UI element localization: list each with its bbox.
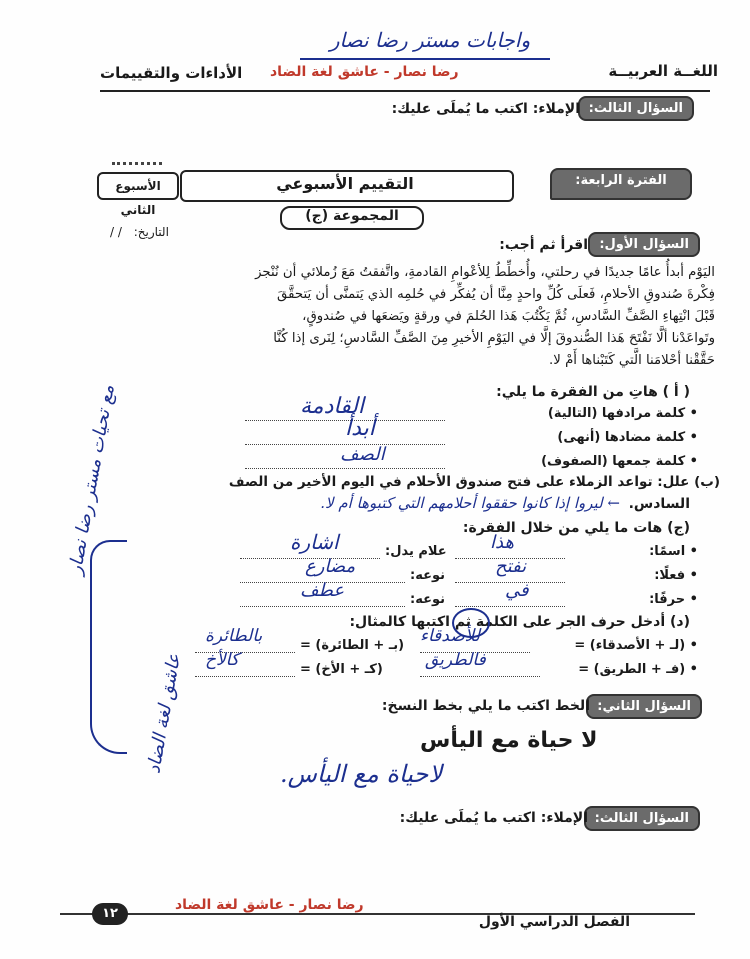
bullet-dot: • xyxy=(685,592,698,607)
row1-left-answer: بالطائرة xyxy=(205,626,263,646)
bullet-dot: • xyxy=(685,454,698,469)
part-b-question-end: السادس. xyxy=(628,496,690,512)
bullet-dot: • xyxy=(685,544,698,559)
handwritten-underline xyxy=(300,58,550,61)
part-c-verb-row: • فعلًا: xyxy=(654,568,698,583)
part-a-answer: أبدأ xyxy=(345,416,375,441)
part-d-row1-left: (بـ + الطائرة) = xyxy=(300,638,405,653)
part-d-title: (د) أدخل حرف الجر على الكلمة ثم اكتبها كالمثال: xyxy=(349,614,690,630)
part-a-item: • كلمة مرادفها (التالية) xyxy=(547,406,698,421)
q2-student-text: لاحياة مع اليأس. xyxy=(280,760,442,788)
paragraph-line: قَبْلَ انْتِهاءِ الصَّفِّ السَّادسِ، ثُمَّ يَكْتُبَ هَذا الحُلمَ في ورقةٍ ويَضعَها في صُندوقٍ، xyxy=(302,309,715,324)
part-a-answer: القادمة xyxy=(300,394,365,419)
group-label: المجموعة (ج) xyxy=(280,206,424,230)
date-row xyxy=(110,225,169,239)
week-box-decoration xyxy=(112,162,162,173)
banner-title: التقييم الأسبوعي xyxy=(276,174,414,193)
banner-week-box: الأسبوع الثاني xyxy=(97,172,179,200)
verb-answer: نفتح xyxy=(495,556,527,577)
header-author: رضا نصار - عاشق لغة الضاد xyxy=(270,64,459,80)
verb-type-label: نوعه: xyxy=(410,568,445,583)
row2-right-answer: فالطريق xyxy=(425,650,486,670)
bullet-dot: • xyxy=(685,662,698,677)
footer-author: رضا نصار - عاشق لغة الضاد xyxy=(175,897,364,913)
footer-term: الفصل الدراسي الأول xyxy=(478,914,630,930)
q3-top-text: الإملاء: اكتب ما يُملَى عليك: xyxy=(391,101,580,117)
header-rule xyxy=(100,90,710,92)
q1-instruction: اقرأ ثم أجب: xyxy=(499,237,588,253)
header-section: الأداءات والتقييمات xyxy=(100,64,243,82)
part-b-answer: ← ليروا إذا كانوا حققوا أحلامهم التي كتبوها أم لا. xyxy=(320,494,620,512)
q2-model-text: لا حياة مع اليأس xyxy=(420,728,598,753)
part-a-title: ( أ ) هاتِ من الفقرة ما يلي: xyxy=(496,384,690,400)
verb-type-answer: مضارع xyxy=(305,556,356,577)
top-handwritten-note: واجابات مستر رضا نصار xyxy=(329,28,531,52)
part-c-noun-row: • اسمًا: xyxy=(649,544,698,559)
part-a-item: • كلمة مضادها (أنهى) xyxy=(557,430,698,445)
q2-text: الخط اكتب ما يلي بخط النسخ: xyxy=(381,698,590,714)
part-d-row1-right: • (لـ + الأصدقاء) = xyxy=(574,638,698,653)
part-a-answer: الصف xyxy=(340,444,385,465)
bullet-dot: • xyxy=(685,568,698,583)
noun-means-label: علام يدل: xyxy=(385,544,447,559)
q1-paragraph xyxy=(60,262,715,372)
letter-type-label: نوعه: xyxy=(410,592,445,607)
part-c-title: (ج) هات ما يلي من خلال الفقرة: xyxy=(462,520,690,536)
date-value: / / xyxy=(110,225,122,239)
paragraph-line: وتَواعَدْنا ألَّا نَفْتَحَ هَذا الصُّندوقَ إلَّا في اليَوْمِ الأخيرِ مِنَ الصَّفِّ السَّادسِ؛ لِنَرى إذا كُنَّا xyxy=(273,331,715,346)
part-b-question: (ب) علل: تواعد الزملاء على فتح صندوق الأحلام في اليوم الأخير من الصف xyxy=(228,474,720,490)
paragraph-line: فِكْرةَ صُندوقِ الأحلامِ، فَعلَى كُلِّ واحدٍ مِنَّا أن يُفكِّر في حُلمِه الذي يَتمنَّى أن يَتحقَّقَ xyxy=(277,287,715,302)
noun-answer: هذا xyxy=(490,532,514,553)
paragraph-line: حَقَّقْنا أحْلامَنا الَّتي كَتَبْناها أَمْ لا. xyxy=(549,353,715,368)
page-number-badge: ١٢ xyxy=(92,903,128,925)
q2-label: السؤال الثاني: xyxy=(586,694,702,719)
part-d-row2-right: • (فـ + الطريق) = xyxy=(578,662,698,677)
bullet-dot: • xyxy=(685,638,698,653)
side-handwriting-2: عاشق لغة الضاد xyxy=(143,652,185,776)
part-d-row2-left: (كـ + الأخ) = xyxy=(300,662,383,677)
row1-right-answer: للأصدقاء xyxy=(420,626,480,646)
bullet-dot: • xyxy=(685,406,698,421)
q3-top-label: السؤال الثالث: xyxy=(578,96,694,121)
banner-period-label: الفترة الرابعة: xyxy=(550,168,692,200)
header-subject: اللغــة العربيــة xyxy=(608,62,718,80)
q1-label: السؤال الأول: xyxy=(588,232,700,257)
q3-bottom-label: السؤال الثالث: xyxy=(584,806,700,831)
part-a-item: • كلمة جمعها (الصفوف) xyxy=(541,454,698,469)
handwritten-bracket xyxy=(90,540,127,754)
noun-means-answer: اشارة xyxy=(290,530,339,554)
letter-type-answer: عطف xyxy=(300,580,345,601)
date-label: التاريخ: xyxy=(133,225,169,239)
q3-bottom-text: الإملاء: اكتب ما يُملَى عليك: xyxy=(399,810,588,826)
bullet-dot: • xyxy=(685,430,698,445)
letter-answer: في xyxy=(505,580,529,601)
side-handwriting-1: مع تحيات مستر رضا نصار xyxy=(64,383,119,576)
paragraph-line: اليَوْم أبدأُ عامًا جديدًا في رحلتي، وأُخطِّطُ لِلأعْوامِ القادمةِ، واتَّفقتُ مَعَ زُملائي أن نُنْجز xyxy=(255,265,715,280)
part-c-letter-row: • حرفًا: xyxy=(649,592,698,607)
row2-left-answer: كالأخ xyxy=(205,650,239,670)
